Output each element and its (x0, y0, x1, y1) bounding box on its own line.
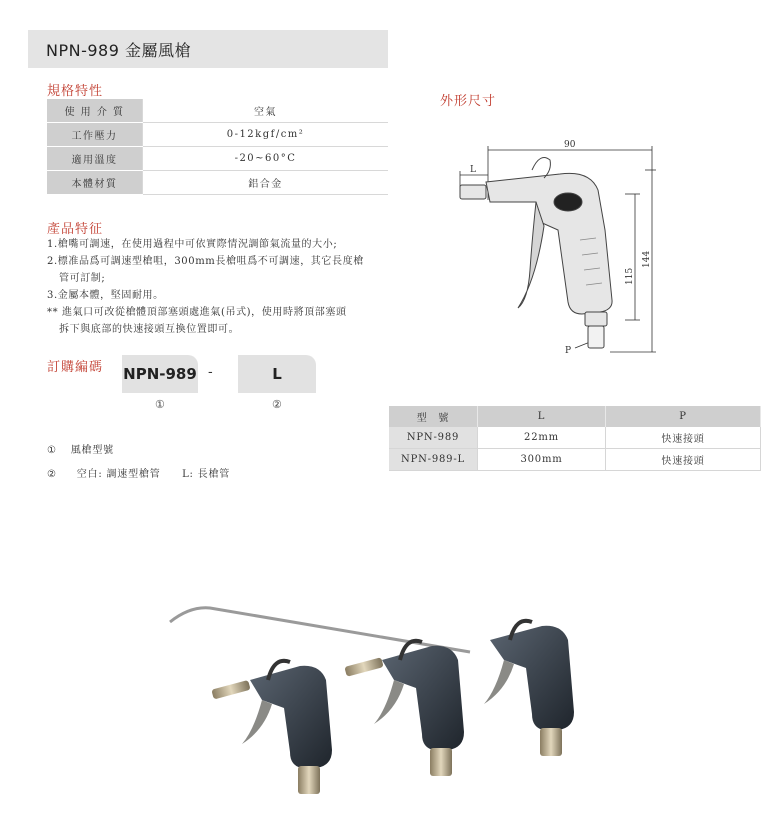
model-cell: 300mm (478, 449, 606, 471)
photo-gun-right (484, 621, 574, 756)
title-bar (28, 30, 388, 68)
dim-width-label: 90 (564, 140, 576, 150)
model-cell: 22mm (478, 427, 606, 449)
spec-value: 鋁合金 (143, 171, 389, 195)
legend-text: 空白: 調速型槍管 L: 長槍管 (76, 469, 231, 480)
dim-height-body-label: 115 (625, 267, 635, 285)
legend-num: ② (47, 469, 57, 480)
spec-heading: 規格特性 (47, 84, 104, 99)
legend-text: 風槍型號 (70, 445, 114, 456)
feature-line: 1.槍嘴可調速，在使用過程中可依實際情況調節氣流量的大小; (47, 239, 338, 250)
spec-row (47, 123, 388, 147)
spec-value: -20~60°C (143, 147, 389, 171)
spec-key: 本體材質 (47, 171, 143, 195)
order-circle-2: ② (272, 398, 282, 411)
order-option: L (272, 365, 282, 383)
model-header-cell: L (478, 406, 606, 427)
model-table-header (389, 406, 761, 427)
table-row (389, 427, 761, 449)
dim-p-label: P (565, 346, 572, 356)
dimension-heading: 外形尺寸 (440, 94, 497, 109)
feature-line: ** 進氣口可改從槍體頂部塞頭處進氣(吊式)，使用時將頂部塞頭 (47, 307, 347, 318)
features-heading: 產品特征 (47, 222, 104, 237)
feature-line: 拆下與底部的快速接頭互換位置即可。 (59, 324, 240, 335)
photo-gun-left (211, 661, 332, 794)
spec-key: 使 用 介 質 (47, 99, 143, 123)
dim-l-label: L (470, 165, 476, 175)
spec-row (47, 171, 388, 195)
feature-line: 2.標准品爲可調速型槍咀，300mm長槍咀爲不可調速，其它長度槍 (47, 256, 364, 267)
page-title: NPN-989 金屬風槍 (46, 41, 191, 60)
order-heading: 訂購編碼 (47, 360, 104, 375)
feature-line: 管可訂制; (59, 273, 106, 284)
spec-value: 0-12kgf/cm² (143, 123, 389, 147)
legend-item (47, 465, 230, 480)
product-photo (150, 580, 630, 810)
model-header-cell: P (606, 406, 761, 427)
order-model-box (122, 355, 198, 393)
feature-line: 3.金屬本體，堅固耐用。 (47, 290, 164, 301)
order-circle-1: ① (155, 398, 165, 411)
dim-height-total-label: 144 (642, 250, 652, 268)
spec-key: 適用溫度 (47, 147, 143, 171)
model-table (389, 406, 761, 471)
model-cell: 快速接頭 (606, 427, 761, 449)
order-dash: - (208, 365, 213, 380)
legend-num: ① (47, 445, 57, 456)
model-cell: NPN-989 (389, 427, 478, 449)
table-row (389, 449, 761, 471)
order-option-box (238, 355, 316, 393)
model-cell: 快速接頭 (606, 449, 761, 471)
features-list (47, 236, 407, 338)
spec-table (47, 99, 388, 195)
model-header-cell: 型 號 (389, 406, 478, 427)
spec-row (47, 147, 388, 171)
spec-key: 工作壓力 (47, 123, 143, 147)
legend-item (47, 441, 114, 456)
dimension-diagram (440, 130, 670, 370)
model-cell: NPN-989-L (389, 449, 478, 471)
spec-value: 空氣 (143, 99, 389, 123)
spec-row (47, 99, 388, 123)
photo-gun-middle (344, 641, 464, 776)
order-model: NPN-989 (123, 365, 197, 383)
